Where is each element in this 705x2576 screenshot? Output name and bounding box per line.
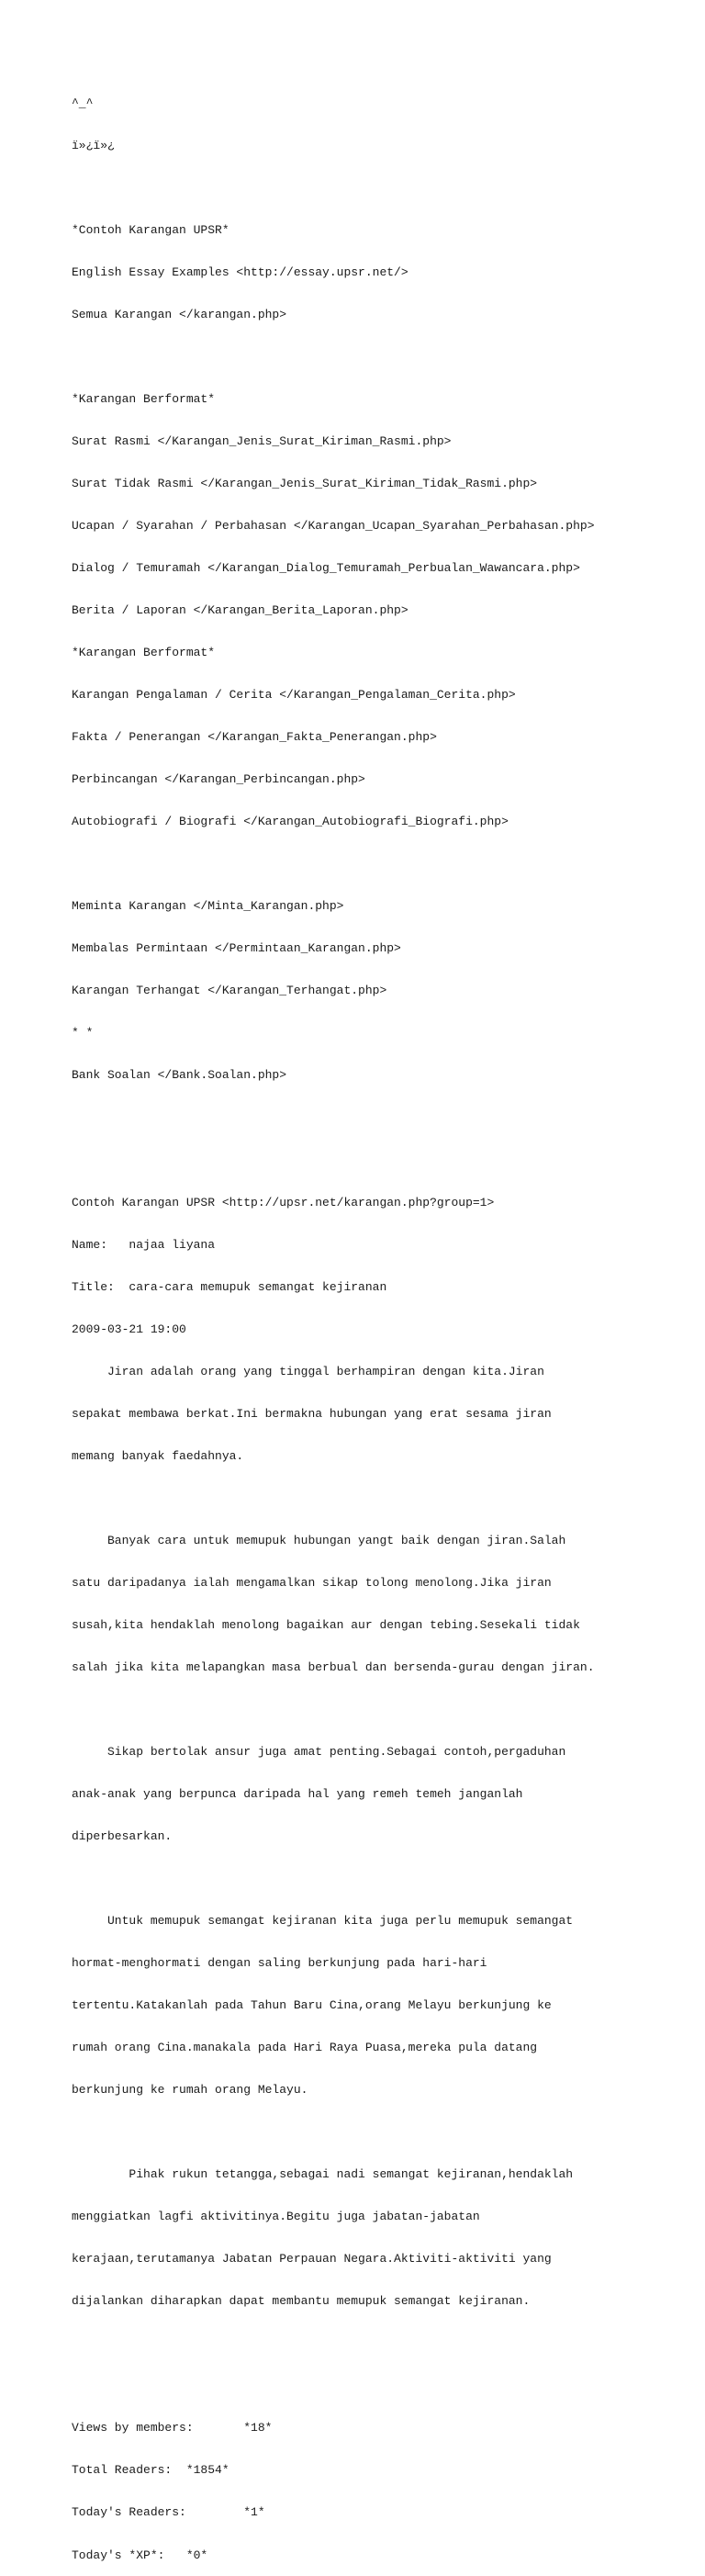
nav-link-pengalaman[interactable]: Karangan Pengalaman / Cerita </Karangan_Pengalaman_Cerita.php>	[72, 688, 516, 703]
article-body-line: Untuk memupuk semangat kejiranan kita juga perlu memupuk semangat	[72, 1914, 574, 1929]
article-body-line: kerajaan,terutamanya Jabatan Perpauan Negara.Aktiviti-aktiviti yang	[72, 2252, 552, 2267]
blank-line	[72, 181, 595, 195]
article-body-line: anak-anak yang berpunca daripada hal yang remeh temeh janganlah	[72, 1786, 523, 1801]
article-body-line: memang banyak faedahnya.	[72, 1448, 244, 1463]
nav-link-surat-tidak-rasmi[interactable]: Surat Tidak Rasmi </Karangan_Jenis_Surat_Kiriman_Tidak_Rasmi.php>	[72, 476, 538, 490]
article-body-line: Jiran adalah orang yang tinggal berhampiran dengan kita.Jiran	[72, 1364, 544, 1378]
article-date: 2009-03-21 19:00	[72, 1322, 186, 1336]
blank-line	[72, 2125, 595, 2139]
nav-link-meminta[interactable]: Meminta Karangan </Minta_Karangan.php>	[72, 899, 344, 914]
stat-todays-readers: Today's Readers: *1*	[72, 2505, 265, 2520]
stat-views-by-members: Views by members: *18*	[72, 2421, 273, 2435]
article-body-line: satu daripadanya ialah mengamalkan sikap tolong menolong.Jika jiran	[72, 1575, 552, 1590]
article-body-line: hormat-menghormati dengan saling berkunjung pada hari-hari	[72, 1956, 487, 1971]
blank-line	[72, 1872, 595, 1885]
article-body-line: salah jika kita melapangkan masa berbual dan bersenda-gurau dengan jiran.	[72, 1659, 595, 1674]
blank-line	[72, 1703, 595, 1716]
encoding-artifact-line: ï»¿ï»¿	[72, 138, 115, 152]
stat-total-readers: Total Readers: *1854*	[72, 2463, 229, 2478]
nav-link-semua-karangan[interactable]: Semua Karangan </karangan.php>	[72, 307, 287, 321]
blank-line	[72, 1491, 595, 1505]
article-body-line: berkunjung ke rumah orang Melayu.	[72, 2083, 308, 2098]
article-body-line: tertentu.Katakanlah pada Tahun Baru Cina,orang Melayu berkunjung ke	[72, 1998, 552, 2013]
blank-line	[72, 2336, 595, 2350]
stat-todays-xp: Today's *XP*: *0*	[72, 2548, 208, 2562]
article-title: Title: cara-cara memupuk semangat kejiranan	[72, 1279, 387, 1294]
article-body-line: sepakat membawa berkat.Ini bermakna hubungan yang erat sesama jiran	[72, 1406, 552, 1421]
section-heading-berformat: *Karangan Berformat*	[72, 391, 216, 406]
nav-link-membalas[interactable]: Membalas Permintaan </Permintaan_Karangan.php>	[72, 941, 401, 956]
article-body-line: Banyak cara untuk memupuk hubungan yangt baik dengan jiran.Salah	[72, 1533, 566, 1547]
nav-link-perbincangan[interactable]: Perbincangan </Karangan_Perbincangan.php>	[72, 772, 365, 787]
blank-line	[72, 857, 595, 871]
article-body-line: Pihak rukun tetangga,sebagai nadi semangat kejiranan,hendaklah	[72, 2167, 574, 2182]
nav-link-english-essay[interactable]: English Essay Examples <http://essay.upsr.net/>	[72, 264, 408, 279]
section-heading-contoh: *Contoh Karangan UPSR*	[72, 222, 229, 237]
nav-link-surat-rasmi[interactable]: Surat Rasmi </Karangan_Jenis_Surat_Kiriman_Rasmi.php>	[72, 433, 452, 448]
article-body-line: rumah orang Cina.manakala pada Hari Raya Puasa,mereka pula datang	[72, 2041, 538, 2055]
smiley-line: ^_^	[72, 96, 94, 110]
document-text	[72, 68, 595, 2576]
section-heading-berformat-2: *Karangan Berformat*	[72, 646, 216, 660]
article-body-line: diperbesarkan.	[72, 1828, 173, 1843]
nav-link-bank-soalan[interactable]: Bank Soalan </Bank.Soalan.php>	[72, 1068, 287, 1083]
nav-link-fakta[interactable]: Fakta / Penerangan </Karangan_Fakta_Penerangan.php>	[72, 730, 437, 745]
nav-link-ucapan[interactable]: Ucapan / Syarahan / Perbahasan </Karangan_Ucapan_Syarahan_Perbahasan.php>	[72, 519, 595, 533]
blank-line	[72, 1153, 595, 1166]
blank-line	[72, 2379, 595, 2392]
article-author: Name: najaa liyana	[72, 1237, 216, 1252]
nav-link-dialog[interactable]: Dialog / Temuramah </Karangan_Dialog_Temuramah_Perbualan_Wawancara.php>	[72, 561, 580, 576]
nav-link-terhangat[interactable]: Karangan Terhangat </Karangan_Terhangat.php>	[72, 984, 387, 998]
article-body-line: susah,kita hendaklah menolong bagaikan aur dengan tebing.Sesekali tidak	[72, 1617, 580, 1632]
blank-line	[72, 350, 595, 364]
article-body-line: menggiatkan lagfi aktivitinya.Begitu juga jabatan-jabatan	[72, 2210, 480, 2224]
nav-link-autobiografi[interactable]: Autobiografi / Biografi </Karangan_Autobiografi_Biografi.php>	[72, 815, 509, 829]
article-body-line: dijalankan diharapkan dapat membantu memupuk semangat kejiranan.	[72, 2294, 531, 2309]
separator-stars: * *	[72, 1026, 94, 1041]
article-body-line: Sikap bertolak ansur juga amat penting.Sebagai contoh,pergaduhan	[72, 1744, 566, 1759]
nav-link-berita[interactable]: Berita / Laporan </Karangan_Berita_Laporan.php>	[72, 603, 408, 618]
blank-line	[72, 1110, 595, 1124]
article-source-link[interactable]: Contoh Karangan UPSR <http://upsr.net/karangan.php?group=1>	[72, 1195, 495, 1209]
